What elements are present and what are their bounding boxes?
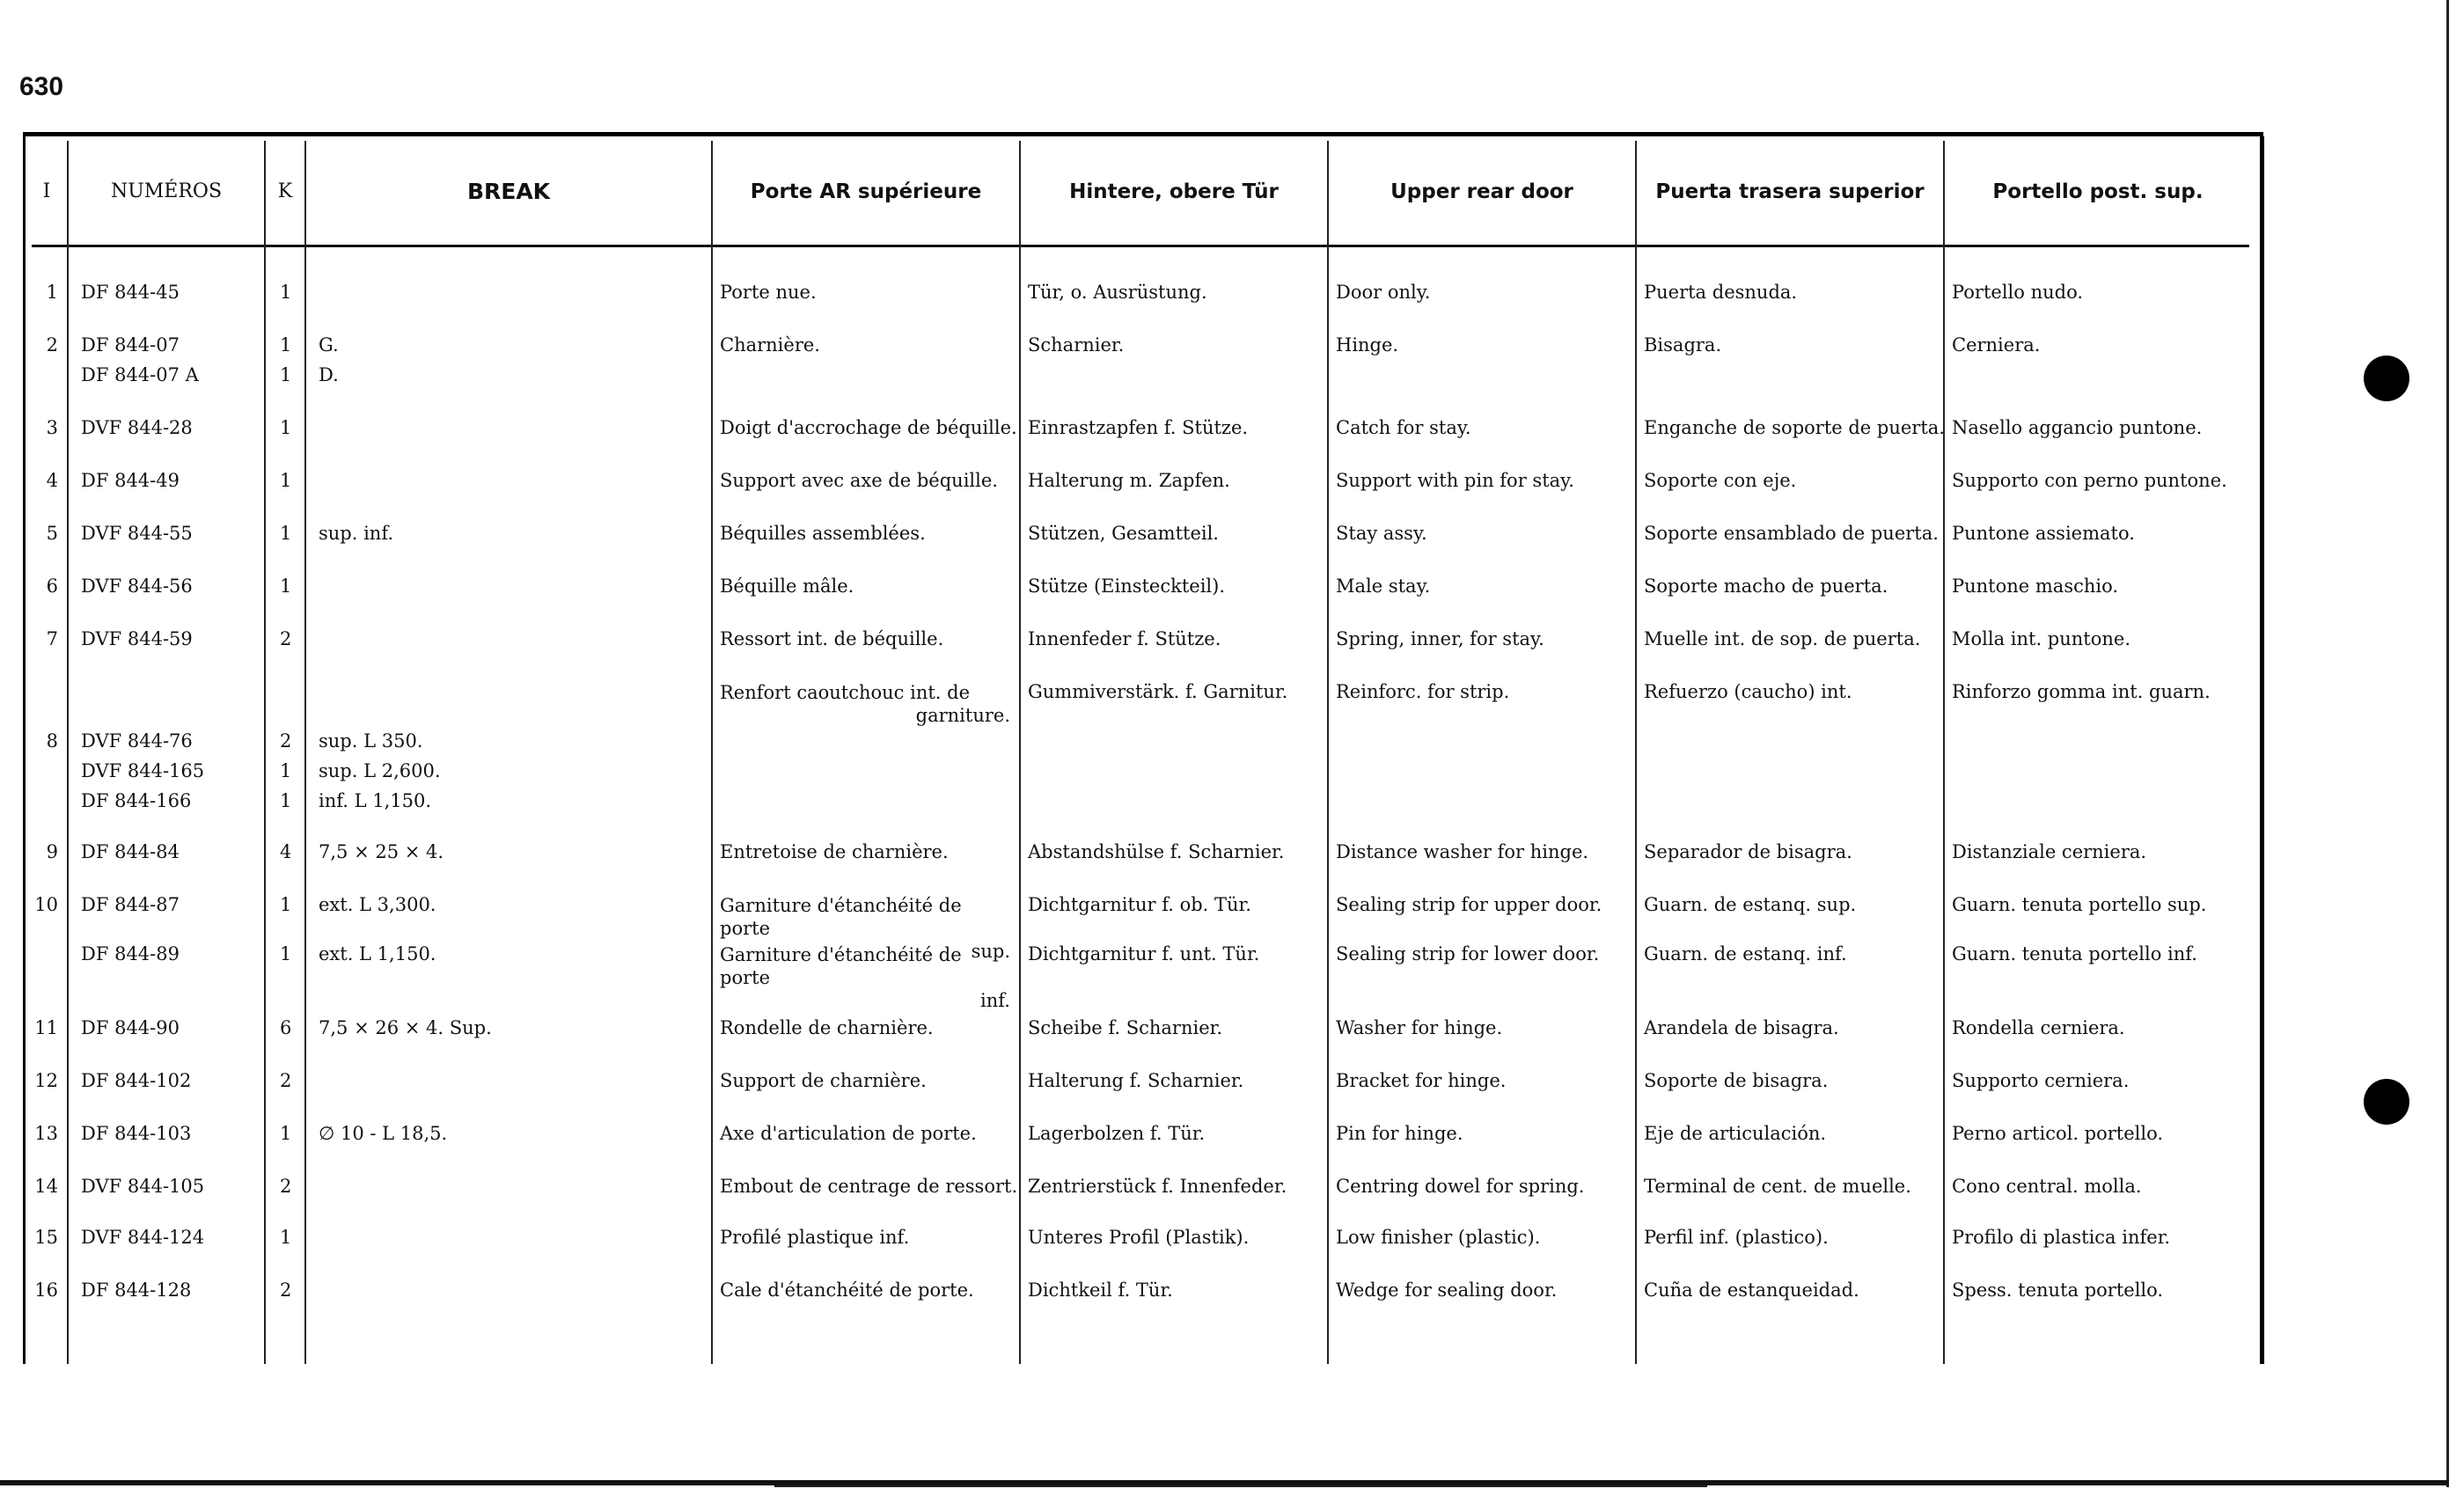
desc-italian: Supporto cerniera.: [1952, 1070, 2130, 1091]
desc-italian: Profilo di plastica infer.: [1952, 1227, 2171, 1248]
quantity: 1: [280, 282, 292, 303]
row-index: 9: [46, 841, 58, 862]
part-number: DF 844-07 A: [81, 364, 199, 385]
desc-spanish: Muelle int. de sop. de puerta.: [1644, 628, 1921, 649]
desc-german: Stütze (Einsteckteil).: [1028, 576, 1226, 597]
desc-italian: Guarn. tenuta portello inf.: [1952, 943, 2197, 964]
quantity: 1: [280, 364, 292, 385]
row-index: 5: [46, 523, 58, 544]
desc-french-continuation: inf.: [980, 990, 1010, 1011]
desc-italian: Supporto con perno puntone.: [1952, 470, 2227, 491]
desc-italian: Rinforzo gomma int. guarn.: [1952, 681, 2211, 702]
quantity: 1: [280, 760, 292, 781]
desc-english: Stay assy.: [1336, 523, 1427, 544]
row-index: 2: [46, 334, 58, 356]
part-number: DVF 844-165: [81, 760, 205, 781]
desc-french: Rondelle de charnière.: [720, 1017, 934, 1038]
desc-german: Dichtgarnitur f. unt. Tür.: [1028, 943, 1260, 964]
header-german: Hintere, obere Tür: [1069, 180, 1279, 203]
break-note: 7,5 × 25 × 4.: [319, 841, 444, 862]
column-separator: [67, 141, 69, 1364]
break-note: G.: [319, 334, 339, 356]
break-note: sup. L 2,600.: [319, 760, 441, 781]
desc-spanish: Refuerzo (caucho) int.: [1644, 681, 1852, 702]
desc-english: Bracket for hinge.: [1336, 1070, 1507, 1091]
desc-spanish: Soporte ensamblado de puerta.: [1644, 523, 1939, 544]
column-separator: [711, 141, 713, 1364]
header-spanish: Puerta trasera superior: [1655, 180, 1925, 203]
desc-spanish: Enganche de soporte de puerta.: [1644, 417, 1945, 438]
desc-italian: Cono central. molla.: [1952, 1176, 2142, 1197]
desc-french-line: Garniture d'étanchéité de porte: [720, 944, 962, 988]
desc-spanish: Terminal de cent. de muelle.: [1644, 1176, 1911, 1197]
desc-italian: Perno articol. portello.: [1952, 1123, 2164, 1144]
column-separator: [1019, 141, 1021, 1364]
part-number: DF 844-166: [81, 790, 192, 811]
desc-french: Béquilles assemblées.: [720, 523, 926, 544]
desc-english: Sealing strip for lower door.: [1336, 943, 1600, 964]
table-right-border: [2260, 136, 2264, 1364]
quantity: 1: [280, 1123, 292, 1144]
desc-french: Axe d'articulation de porte.: [720, 1123, 977, 1144]
part-number: DF 844-90: [81, 1017, 180, 1038]
desc-english: Male stay.: [1336, 576, 1431, 597]
desc-spanish: Cuña de estanqueidad.: [1644, 1280, 1859, 1301]
desc-french: Profilé plastique inf.: [720, 1227, 910, 1248]
desc-italian: Nasello aggancio puntone.: [1952, 417, 2203, 438]
desc-german: Stützen, Gesamtteil.: [1028, 523, 1219, 544]
desc-spanish: Guarn. de estanq. sup.: [1644, 894, 1857, 915]
desc-english: Catch for stay.: [1336, 417, 1471, 438]
desc-italian: Molla int. puntone.: [1952, 628, 2131, 649]
desc-french: [720, 943, 1010, 1012]
part-number: DF 844-07: [81, 334, 180, 356]
header-index: I: [42, 180, 51, 202]
header-k: K: [277, 180, 293, 202]
row-index: 16: [34, 1280, 58, 1301]
part-number: DVF 844-28: [81, 417, 193, 438]
part-number: DF 844-87: [81, 894, 180, 915]
table-header-rule: [32, 245, 2249, 247]
break-note: 7,5 × 26 × 4. Sup.: [319, 1017, 492, 1038]
desc-english: Reinforc. for strip.: [1336, 681, 1510, 702]
header-break: BREAK: [466, 179, 551, 204]
desc-german: Tür, o. Ausrüstung.: [1028, 282, 1207, 303]
row-index: 6: [46, 576, 58, 597]
break-note: D.: [319, 364, 339, 385]
part-number: DF 844-102: [81, 1070, 192, 1091]
desc-english: Distance washer for hinge.: [1336, 841, 1589, 862]
desc-italian: Cerniera.: [1952, 334, 2041, 356]
bottom-rule-secondary: [774, 1485, 1707, 1487]
right-page-edge: [2446, 0, 2449, 1487]
quantity: 2: [280, 1070, 292, 1091]
quantity: 1: [280, 894, 292, 915]
row-index: 1: [46, 282, 58, 303]
row-index: 3: [46, 417, 58, 438]
quantity: 1: [280, 523, 292, 544]
desc-english: Wedge for sealing door.: [1336, 1280, 1558, 1301]
desc-french-line: Garniture d'étanchéité de porte: [720, 895, 962, 939]
desc-italian: Spess. tenuta portello.: [1952, 1280, 2164, 1301]
desc-french: Support de charnière.: [720, 1070, 927, 1091]
desc-spanish: Soporte de bisagra.: [1644, 1070, 1829, 1091]
part-number: DVF 844-55: [81, 523, 193, 544]
row-index: 13: [34, 1123, 58, 1144]
part-number: DF 844-84: [81, 841, 180, 862]
break-note: ext. L 1,150.: [319, 943, 436, 964]
desc-english: Hinge.: [1336, 334, 1399, 356]
desc-french: Béquille mâle.: [720, 576, 854, 597]
desc-german: Halterung f. Scharnier.: [1028, 1070, 1244, 1091]
desc-english: Washer for hinge.: [1336, 1017, 1503, 1038]
desc-german: Lagerbolzen f. Tür.: [1028, 1123, 1206, 1144]
desc-french: Charnière.: [720, 334, 820, 356]
part-number: DVF 844-76: [81, 730, 193, 752]
quantity: 2: [280, 1280, 292, 1301]
desc-english: Door only.: [1336, 282, 1431, 303]
header-english: Upper rear door: [1390, 180, 1573, 203]
binding-hole-bottom: [2364, 1079, 2409, 1125]
desc-french-continuation: sup.: [971, 941, 1010, 962]
desc-english: Pin for hinge.: [1336, 1123, 1463, 1144]
desc-german: Dichtgarnitur f. ob. Tür.: [1028, 894, 1251, 915]
desc-spanish: Eje de articulación.: [1644, 1123, 1827, 1144]
quantity: 1: [280, 576, 292, 597]
part-number: DF 844-103: [81, 1123, 192, 1144]
column-separator: [1327, 141, 1329, 1364]
row-index: 7: [46, 628, 58, 649]
desc-spanish: Bisagra.: [1644, 334, 1722, 356]
quantity: 2: [280, 1176, 292, 1197]
desc-english: Low finisher (plastic).: [1336, 1227, 1541, 1248]
desc-german: Abstandshülse f. Scharnier.: [1028, 841, 1285, 862]
desc-german: Scharnier.: [1028, 334, 1125, 356]
part-number: DVF 844-105: [81, 1176, 205, 1197]
part-number: DVF 844-56: [81, 576, 193, 597]
quantity: 1: [280, 943, 292, 964]
desc-spanish: Arandela de bisagra.: [1644, 1017, 1839, 1038]
part-number: DF 844-128: [81, 1280, 192, 1301]
quantity: 1: [280, 470, 292, 491]
row-index: 14: [34, 1176, 58, 1197]
quantity: 1: [280, 417, 292, 438]
desc-german: Zentrierstück f. Innenfeder.: [1028, 1176, 1287, 1197]
column-separator: [1635, 141, 1637, 1364]
break-note: sup. inf.: [319, 523, 394, 544]
desc-spanish: Perfil inf. (plastico).: [1644, 1227, 1829, 1248]
row-index: 4: [46, 470, 58, 491]
desc-english: Sealing strip for upper door.: [1336, 894, 1602, 915]
break-note: ext. L 3,300.: [319, 894, 436, 915]
quantity: 1: [280, 790, 292, 811]
desc-english: Centring dowel for spring.: [1336, 1176, 1585, 1197]
desc-german: Halterung m. Zapfen.: [1028, 470, 1230, 491]
desc-french-continuation: garniture.: [915, 705, 1010, 726]
column-separator: [304, 141, 306, 1364]
row-index: 11: [34, 1017, 58, 1038]
column-separator: [264, 141, 266, 1364]
desc-spanish: Puerta desnuda.: [1644, 282, 1798, 303]
desc-italian: Distanziale cerniera.: [1952, 841, 2147, 862]
desc-english: Support with pin for stay.: [1336, 470, 1574, 491]
desc-french-line: Renfort caoutchouc int. de: [720, 682, 971, 703]
row-index: 12: [34, 1070, 58, 1091]
quantity: 1: [280, 334, 292, 356]
break-note: ∅ 10 - L 18,5.: [319, 1123, 448, 1144]
desc-spanish: Soporte con eje.: [1644, 470, 1797, 491]
desc-spanish: Separador de bisagra.: [1644, 841, 1852, 862]
desc-french: Support avec axe de béquille.: [720, 470, 998, 491]
table-left-border: [23, 132, 26, 1364]
desc-german: Unteres Profil (Plastik).: [1028, 1227, 1250, 1248]
desc-french: Porte nue.: [720, 282, 817, 303]
desc-italian: Puntone maschio.: [1952, 576, 2119, 597]
desc-spanish: Guarn. de estanq. inf.: [1644, 943, 1847, 964]
desc-spanish: Soporte macho de puerta.: [1644, 576, 1888, 597]
quantity: 2: [280, 730, 292, 752]
header-numeros: NUMÉROS: [110, 180, 223, 202]
row-index: 10: [34, 894, 58, 915]
row-index: 15: [34, 1227, 58, 1248]
desc-german: Dichtkeil f. Tür.: [1028, 1280, 1173, 1301]
binding-hole-top: [2364, 356, 2409, 401]
page-number: 630: [19, 72, 64, 101]
desc-italian: Portello nudo.: [1952, 282, 2084, 303]
quantity: 4: [280, 841, 292, 862]
header-french: Porte AR supérieure: [750, 180, 982, 203]
part-number: DVF 844-124: [81, 1227, 205, 1248]
desc-french: [720, 681, 1010, 727]
part-number: DF 844-45: [81, 282, 180, 303]
quantity: 1: [280, 1227, 292, 1248]
part-number: DVF 844-59: [81, 628, 193, 649]
desc-french: Cale d'étanchéité de porte.: [720, 1280, 974, 1301]
column-separator: [1943, 141, 1945, 1364]
desc-italian: Guarn. tenuta portello sup.: [1952, 894, 2207, 915]
break-note: sup. L 350.: [319, 730, 423, 752]
desc-french: Entretoise de charnière.: [720, 841, 949, 862]
desc-french: Doigt d'accrochage de béquille.: [720, 417, 1017, 438]
desc-german: Gummiverstärk. f. Garnitur.: [1028, 681, 1288, 702]
desc-german: Einrastzapfen f. Stütze.: [1028, 417, 1249, 438]
desc-english: Spring, inner, for stay.: [1336, 628, 1544, 649]
desc-german: Innenfeder f. Stütze.: [1028, 628, 1221, 649]
desc-french: Embout de centrage de ressort.: [720, 1176, 1018, 1197]
header-italian: Portello post. sup.: [1992, 180, 2204, 203]
part-number: DF 844-89: [81, 943, 180, 964]
break-note: inf. L 1,150.: [319, 790, 432, 811]
quantity: 6: [280, 1017, 292, 1038]
desc-italian: Rondella cerniera.: [1952, 1017, 2125, 1038]
desc-german: Scheibe f. Scharnier.: [1028, 1017, 1223, 1038]
desc-italian: Puntone assiemato.: [1952, 523, 2135, 544]
part-number: DF 844-49: [81, 470, 180, 491]
row-index: 8: [46, 730, 58, 752]
desc-french: Ressort int. de béquille.: [720, 628, 944, 649]
quantity: 2: [280, 628, 292, 649]
